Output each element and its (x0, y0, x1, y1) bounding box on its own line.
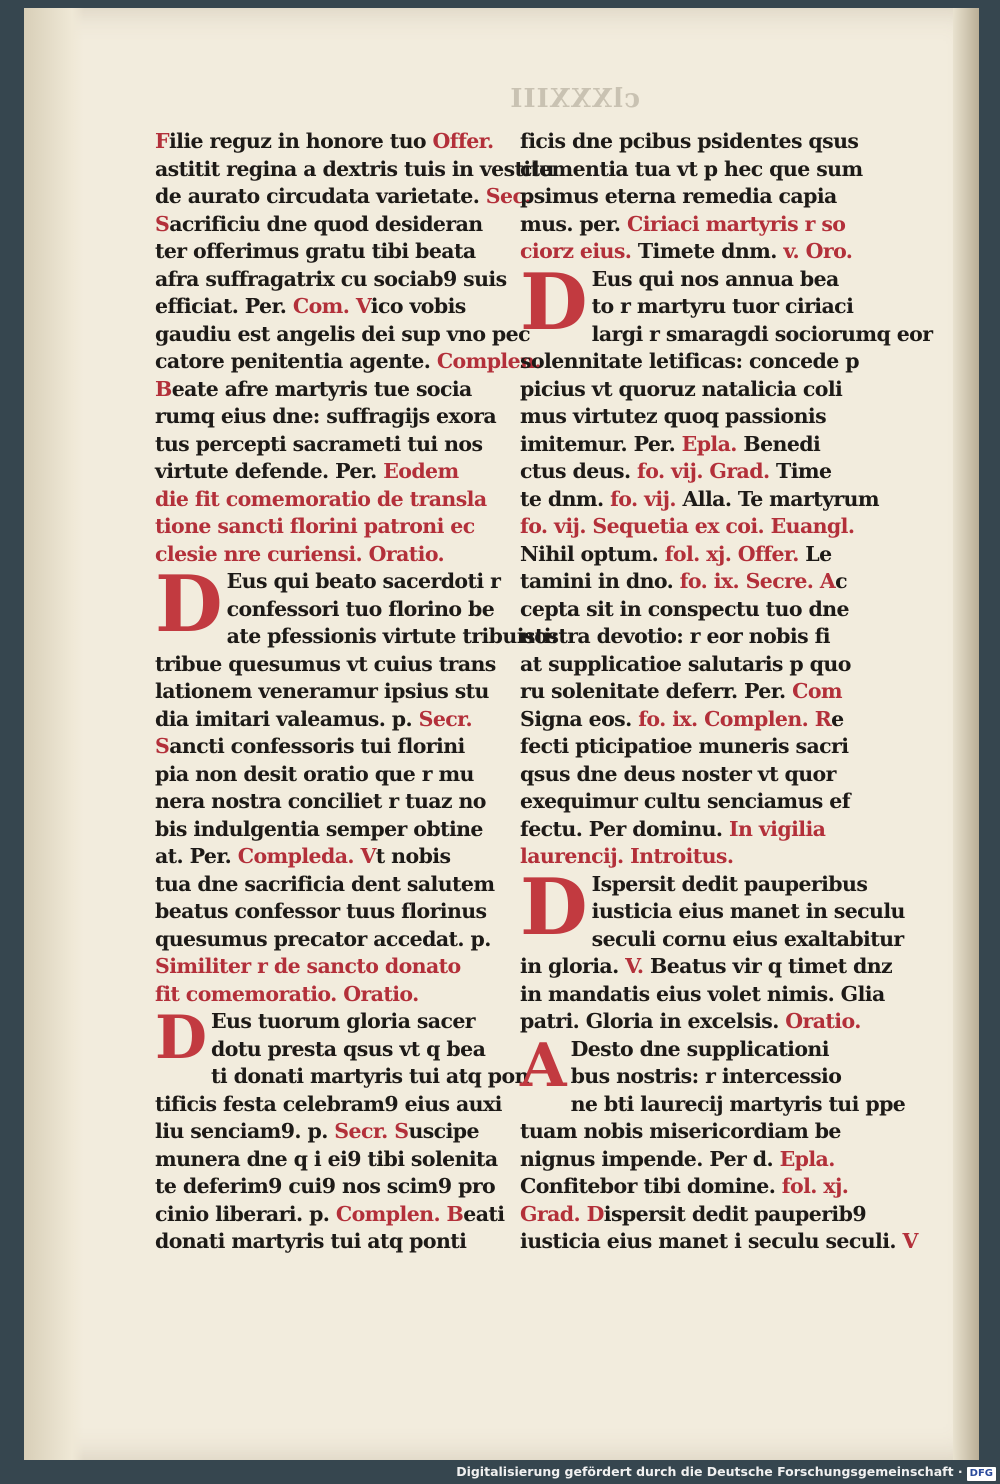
body-text: catore penitentia agente. (155, 349, 437, 373)
body-text: pia non desit oratio que r mu (155, 761, 474, 786)
rubric-text: clesie nre curiensi. Oratio. (155, 541, 445, 566)
text-line (520, 568, 880, 596)
rubric-text: fol. xj. Offer. (664, 541, 799, 566)
body-text: ispersit dedit pauperib9 (603, 1201, 867, 1226)
body-text: Alla. Te martyrum (675, 486, 879, 511)
text-line (520, 981, 885, 1009)
text-line (520, 1173, 880, 1201)
rubric-text: Offer. (432, 129, 494, 153)
text-line (520, 376, 880, 404)
text-line (520, 761, 880, 789)
rubric-text: B (155, 376, 172, 401)
body-text: liu senciam9. p. (155, 1119, 335, 1143)
rubric-text: S (155, 734, 170, 758)
body-text: tua dne sacrificia dent salutem (155, 871, 495, 896)
rubric-text: die fit comemoratio de transla (155, 486, 487, 511)
text-line (520, 623, 880, 651)
text-line: to r martyru tuor ciriaci (591, 294, 854, 318)
body-text: gaudiu est angelis dei sup vno pec (155, 321, 530, 346)
text-line (155, 871, 515, 899)
rubric-text: F (155, 129, 169, 153)
text-line (155, 128, 515, 156)
text-line (155, 183, 531, 211)
rubric-text: fo. vij. Sequetia ex coi. Euangl. (520, 514, 855, 538)
rubric-text: Epla. (779, 1146, 835, 1171)
rubric-text: fo. vij. Grad. (637, 459, 770, 483)
right-initial-a: A (520, 1030, 567, 1101)
rubric-text: Compleda. V (237, 844, 376, 868)
text-line (520, 1118, 880, 1146)
body-text: te deferim9 cui9 nos scim9 pro (155, 1174, 496, 1198)
body-text: mus virtutez quoq passionis (520, 404, 827, 428)
text-line (520, 678, 880, 706)
text-line (155, 981, 515, 1009)
body-text: nera nostra conciliet r tuaz no (155, 789, 486, 813)
body-text: fectu. Per dominu. (520, 816, 730, 841)
left-paragraph-3-wrapped (155, 1008, 515, 1063)
body-text: eate afre martyris tue socia (171, 376, 472, 401)
body-text: in gloria. (520, 954, 626, 978)
rubric-text: Oratio. (785, 1009, 861, 1033)
rubric-text: V (902, 1229, 918, 1253)
body-text: de aurato circudata varietate. (155, 184, 486, 208)
body-text: ru solenitate deferr. Per. (520, 679, 793, 703)
text-line (520, 238, 880, 266)
right-paragraph-4 (520, 1091, 918, 1256)
body-text: cinio liberari. p. (155, 1201, 336, 1226)
left-initial-d-1: D (155, 559, 223, 650)
left-paragraph-1 (155, 128, 554, 568)
text-line (520, 706, 880, 734)
body-text: e (831, 706, 844, 731)
text-line (520, 128, 880, 156)
text-line (155, 1173, 515, 1201)
body-text: uscipe (408, 1119, 479, 1143)
text-line (520, 211, 880, 239)
left-initial-d-2: D (155, 1003, 208, 1073)
rubric-text: fo. ix. Complen. R (638, 706, 832, 731)
body-text: solennitate letificas: concede p (520, 349, 859, 373)
body-text: te dnm. (520, 486, 611, 511)
text-line: Eus qui nos annua bea (591, 266, 839, 291)
body-text: rumq eius dne: suffragijs exora (155, 404, 497, 428)
body-text: mus. per. (520, 211, 627, 236)
rubric-text: fo. ix. Secre. A (679, 569, 836, 593)
text-line (155, 761, 515, 789)
right-paragraph-3 (520, 953, 893, 1036)
text-line (155, 156, 554, 184)
body-text: c (835, 569, 848, 593)
text-line (155, 293, 515, 321)
text-line: confessori tuo florino be (226, 596, 495, 621)
right-paragraph-1 (520, 128, 880, 266)
text-line (520, 1201, 880, 1229)
rubric-text: Secr. (418, 706, 473, 731)
text-line: Eus tuorum gloria sacer (211, 1009, 475, 1033)
text-line: dotu presta qsus vt q bea (211, 1036, 486, 1061)
text-line (520, 431, 880, 459)
body-text: ficis dne pcibus psidentes qsus (520, 129, 859, 153)
right-initial-d-1: D (520, 256, 588, 348)
body-text: beatus confessor tuus florinus (155, 899, 487, 923)
body-text: ico vobis (370, 294, 466, 318)
left-column (155, 128, 558, 1256)
body-text: Confitebor tibi domine. (520, 1174, 782, 1198)
body-text: at supplicatioe salutaris p quo (520, 651, 851, 676)
body-text: dia imitari valeamus. p. (155, 706, 419, 731)
body-text: acrificiu dne quod desideran (169, 211, 483, 236)
right-initial-block-1 (520, 256, 933, 349)
left-paragraph-3 (155, 1063, 529, 1256)
text-line (520, 788, 880, 816)
body-text: tamini in dno. (520, 569, 680, 593)
rubric-text: Sec. (485, 184, 531, 208)
text-line (155, 403, 515, 431)
text-line (520, 403, 880, 431)
body-text: Le (798, 541, 832, 566)
text-line (520, 1146, 880, 1174)
folio-number: clXXXIII (509, 84, 640, 114)
right-initial-d-2: D (520, 861, 588, 953)
body-text: donati martyris tui atq ponti (155, 1229, 467, 1253)
text-line (155, 816, 515, 844)
body-text: in mandatis eius volet nimis. Glia (520, 981, 885, 1006)
text-line (155, 486, 515, 514)
rubric-text: S (155, 211, 170, 236)
rubric-text: tione sancti florini patroni ec (155, 514, 475, 538)
right-initial-block-2 (520, 861, 905, 954)
body-text: Nihil optum. (520, 541, 665, 566)
text-line (155, 953, 515, 981)
text-line (520, 486, 880, 514)
body-text: nignus impende. Per d. (520, 1146, 780, 1171)
body-text: patri. Gloria in excelsis. (520, 1009, 786, 1033)
text-line (155, 376, 515, 404)
text-line (155, 733, 515, 761)
text-line: iusticia eius manet in seculu (591, 899, 905, 923)
rubric-text: Eodem (383, 459, 459, 483)
body-text: Time (769, 459, 832, 483)
text-line (520, 1091, 906, 1119)
body-text: tuam nobis misericordiam be (520, 1119, 841, 1143)
body-text: picius vt quoruz natalicia coli (520, 376, 843, 401)
left-initial-block-2 (155, 1003, 515, 1073)
text-line: tribue quesumus vt cuius trans (155, 651, 496, 676)
body-text: bis indulgentia semper obtine (155, 816, 483, 841)
body-text: ancti confessoris tui florini (169, 734, 465, 758)
body-text: virtute defende. Per. (155, 459, 384, 483)
text-line (520, 458, 880, 486)
text-line (155, 1228, 515, 1256)
body-text: munera dne q i ei9 tibi solenita (155, 1146, 498, 1171)
rubric-text: Grad. D (520, 1201, 604, 1226)
text-line: ate pfessionis virtute tribuisti: (226, 624, 558, 648)
text-line (520, 513, 880, 541)
body-text: eati (463, 1201, 505, 1226)
text-line (155, 788, 515, 816)
dfg-logo-icon: DFG (967, 1467, 996, 1481)
text-line (155, 1091, 515, 1119)
body-text: exequimur cultu senciamus ef (520, 789, 850, 813)
body-text: cepta sit in conspectu tuo dne (520, 596, 849, 621)
text-line: Ispersit dedit pauperibus (591, 871, 868, 896)
body-text: ti donati martyris tui atq pon (211, 1064, 529, 1088)
body-text: quesumus precator accedat. p. (155, 926, 491, 951)
body-text: ter offerimus gratu tibi beata (155, 239, 476, 263)
body-text: ctus deus. (520, 459, 638, 483)
text-line (155, 431, 515, 459)
right-paragraph-4-wrapped (520, 1036, 880, 1091)
text-line (520, 596, 880, 624)
rubric-text: Ciriaci martyris r so (626, 211, 846, 236)
body-text: imitemur. Per. (520, 431, 682, 456)
body-text: ilie reguz in honore tuo (168, 129, 433, 153)
rubric-text: fol. xj. (781, 1174, 849, 1198)
rubric-text: Secr. S (334, 1119, 409, 1143)
text-line (155, 348, 541, 376)
rubric-text: Complen. B (335, 1201, 464, 1226)
text-line (155, 211, 515, 239)
body-text: efficiat. Per. (155, 294, 293, 318)
text-line: seculi cornu eius exaltabitur (591, 926, 904, 951)
text-line (520, 348, 880, 376)
right-column (520, 128, 933, 1256)
body-text: Timete dnm. (637, 239, 784, 263)
text-line (520, 953, 893, 981)
body-text: qsus dne deus noster vt quor (520, 761, 836, 786)
text-line (520, 843, 880, 871)
text-line (520, 1228, 918, 1256)
rubric-text: ciorz eius. (520, 239, 638, 263)
body-text: clementia tua vt p hec que sum (520, 156, 863, 181)
left-paragraph-2 (155, 706, 515, 1009)
body-text: astitit regina a dextris tuis in vestitu (155, 156, 554, 181)
body-text: at. Per. (155, 844, 238, 868)
body-text: tificis festa celebram9 eius auxi (155, 1091, 502, 1116)
body-text: Beatus vir q timet dnz (643, 954, 893, 978)
body-text: t nobis (375, 844, 451, 868)
text-line (155, 1063, 529, 1091)
rubric-text: laurencij. Introitus. (520, 844, 734, 868)
text-line (520, 156, 880, 184)
body-text: ne bti laurecij martyris tui ppe (570, 1091, 906, 1116)
text-line: largi r smaragdi sociorumq eor (591, 321, 933, 346)
text-line: Eus qui beato sacerdoti r (226, 569, 501, 593)
text-line (155, 541, 515, 569)
rubric-text: fit comemoratio. Oratio. (155, 981, 419, 1006)
text-line (155, 1146, 515, 1174)
text-line: lationem veneramur ipsius stu (155, 679, 489, 703)
rubric-text: Com (792, 679, 843, 703)
text-line (155, 843, 515, 871)
text-line (155, 1201, 515, 1229)
rubric-text: Com. V (292, 294, 371, 318)
rubric-text: fo. vij. (610, 486, 676, 511)
body-text: fecti pticipatioe muneris sacri (520, 734, 849, 758)
body-text: psimus eterna remedia capia (520, 184, 837, 208)
body-text: tus percepti sacrameti tui nos (155, 431, 483, 456)
body-text: nostra devotio: r eor nobis fi (520, 624, 830, 648)
right-paragraph-2 (520, 348, 880, 871)
text-line (520, 733, 880, 761)
digitization-credit (456, 1462, 996, 1482)
body-text: Signa eos. (520, 706, 639, 731)
text-line (155, 458, 515, 486)
text-line (155, 1118, 515, 1146)
body-text: afra suffragatrix cu sociab9 suis (155, 266, 507, 291)
rubric-text: Similiter r de sancto donato (155, 954, 461, 978)
text-line (520, 1008, 880, 1036)
right-initial-block-3 (520, 1030, 880, 1101)
rubric-text: Epla. (681, 431, 737, 456)
text-line (155, 266, 515, 294)
text-line (155, 706, 515, 734)
rubric-text: v. Oro. (783, 239, 853, 263)
text-line (520, 816, 880, 844)
text-line (155, 926, 515, 954)
left-initial-block-1 (155, 559, 558, 706)
credit-text: Digitalisierung gefördert durch die Deutsche Forschungsgemeinschaft · (456, 1464, 963, 1479)
text-line (155, 321, 530, 349)
body-text: Benedi (736, 431, 821, 456)
text-line (520, 541, 880, 569)
page-fore-edge (953, 8, 979, 1460)
page-gutter-shadow (24, 8, 84, 1460)
text-line (520, 183, 880, 211)
text-line (155, 898, 515, 926)
text-line (520, 651, 880, 679)
text-line: bus nostris: r intercessio (570, 1064, 842, 1088)
rubric-text: Complen. (436, 349, 541, 373)
text-line: Desto dne supplicationi (570, 1036, 829, 1061)
body-text: iusticia eius manet i seculu seculi. (520, 1229, 903, 1253)
text-line (155, 513, 515, 541)
rubric-text: In vigilia (729, 816, 826, 841)
rubric-text: V. (625, 954, 644, 978)
text-line (155, 238, 515, 266)
